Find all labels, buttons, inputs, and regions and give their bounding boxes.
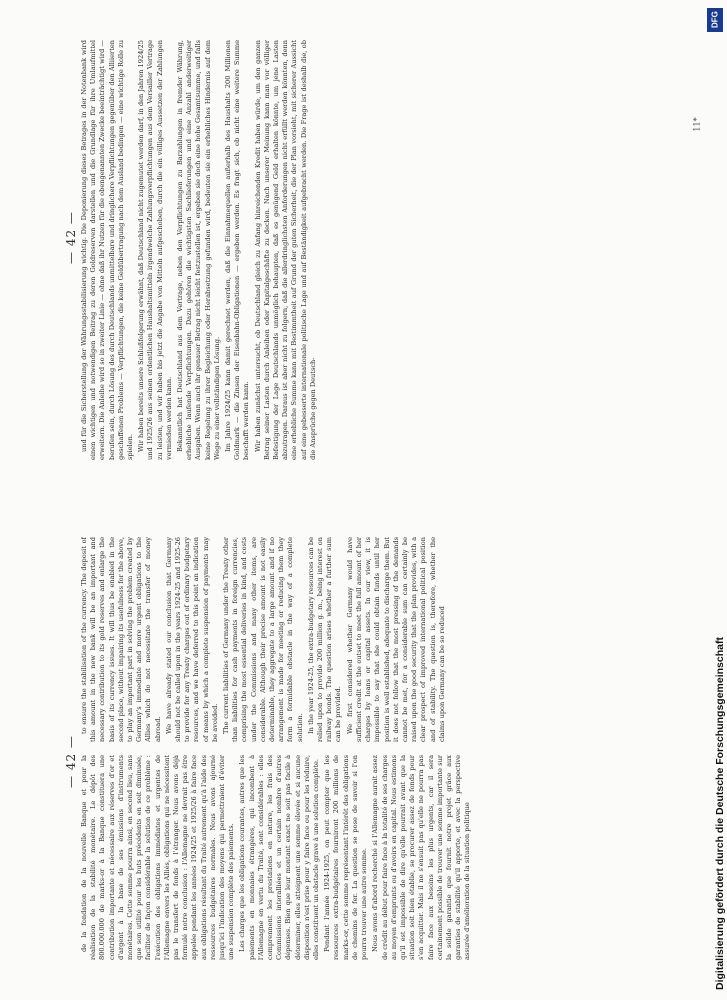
paragraph: Wir haben bereits unsere Schlußfolgerung erwähnt, daß Deutschland nicht zugemutet werden darf, in den Jahren 1924/25 und 1925/26 aus seinen ordentlichen Haushaltsmitteln irgendwelche Zahlungsverpflichtungen aus dem Versailler Vertrage zu leisten, und wir haben bis jetzt die Angabe von Mitteln aufgeschoben, durch die ein völliges Aussetzen der Zahlungen vermieden werden kann. [137,40,173,460]
digitization-notice [709,0,727,990]
french-column [80,755,667,960]
paragraph: Im Jahre 1924/25 kann damit gerechnet werden, daß die Einnahmequellen außerhalb des Haushalts 200 Millionen Goldmark — die Zinsen der Eisenbahn-Obligationen — ergeben werden. Es fragt sich, ob nicht eine weitere Summe beschafft werden kann. [224,40,251,460]
paragraph: Wir haben zunächst untersucht, ob Deutschland gleich zu Anfang hinreichenden Kredit haben würde, um den ganzen Betrag seiner Lasten durch Anleihen oder Kapitalgeschäfte zu decken. Nach unserer Meinung kann man vor völliger Befestigung der Lage Deutschlands unmöglich behaupten, daß es genügend Geld erhalten könnte, um jene Lasten abzutragen. Daraus ist aber nicht zu folgern, daß die allerdringlichsten Anforderungen nicht erfüllt werden könnten, denn eine erhebliche Summe kann mit Bestimmtheit auf Grund der guten Sicherheit, die der Plan vorsieht, mit sicherer Aussicht auf eine gebesserte internationale politische Lage und auf Beständigkeit aufgebracht werden. Die Frage ist deshalb die, ob die Ansprüche gegen Deutsch- [253,40,317,460]
paragraph: und für die Sicherstellung der Währungsstabilisierung wichtig. Die Deponierung dieses Betrages in der Notenbank wird einen wichtigen und notwendigen Beitrag zu deren Goldreserven darstellen und die Grundlage für ihre Umlaufmittel erweitern. Die Anleihe wird so in zweiter Linie — ohne daß ihr Nutzen für die obengenannten Zwecke beeinträchtigt wird — berufen sein, durch Lösung des durch Deutschlands unmittelbare und dringlichere Verpflichtungen gegenüber den Alliierten geschaffenen Problems — Verpflichtungen, die keine Geldübertragung nach dem Ausland bedingen — eine wichtige Rolle zu spielen. [80,40,135,460]
left-page [0,500,727,1000]
paragraph: Pendant l'année 1924-1925, on peut compter que les ressources extra-budgétaires fourniront 200 millions de marks-or, cette somme représentant l'intérêt des obligations de chemins de fer. La question se pose de savoir si l'on pourra trouver une autre somme. [323,755,369,960]
paragraph: The current liabilities of Germany under the Treaty other than liabilities for cash payments in foreign currencies, comprising the most essential deliveries in kind, and costs under the Commissions and many other items, are considerable. Although their precise amount is not easily determinable, they aggregate to a large amount and if no arrangement is made for meeting or reducing them they form a formidable obstacle in the way of a complete solution. [222,537,304,742]
digitization-notice-text: Digitalisierung gefördert durch die Deutsche Forschungsgemeinschaft [714,637,726,990]
digitization-strip [705,0,727,1000]
paragraph: Les charges que les obligations courantes, autres que les paiements en monnaies étrangères, qui incombent à l'Allemagne en vertu du Traité, sont considérables : elles comprennent les prestations en nature, les frais des Commissions interalliées et un certain nombre d'autres dépenses. Bien que leur montant exact ne soit pas facile à déterminer, elles atteignent une somme élevée et si aucune disposition n'est prise pour y faire face ou pour les réduire, elles constituent un obstacle grave à une solution complète. [238,755,321,960]
paragraph: de la fondation de la nouvelle Banque et pour la réalisation de la stabilité monétaire. Le dépôt des 800.000.000 de marks-or à la Banque constituera une contribution importante et nécessaire aux réserves d'or et d'argent à la base de ses émissions d'instruments monétaires. Cette somme pourra ainsi, en second lieu, sans que son utilité pour les buts précédents en soit diminuée, faciliter de façon considérable la solution de ce problème : l'exécution des obligations immédiates et urgentes de l'Allemagne envers les Alliés, obligations qui ne nécessitent pas le transfert de fonds à l'étranger. Nous avons déjà formulé notre conclusion : l'Allemagne ne devrait pas être appelée pendant les années 1924/25 et 1925/26 à faire face aux obligations résultant du Traité autrement qu'à l'aide des ressources budgétaires normales. Nous avons ajourné jusqu'ici l'indication des moyens qui permettraient d'éviter une suspension complète des paiements. [80,755,236,960]
paragraph: Bekanntlich hat Deutschland aus dem Vertrage, neben den Verpflichtungen zu Barzahlungen in fremder Währung, erhebliche laufende Verpflichtungen. Dazu gehören die wichtigsten Sachlieferungen und eine Anzahl anderweitiger Ausgaben. Wenn auch ihr genauer Betrag nicht leicht festzustellen ist, ergeben sie doch eine hohe Gesamtsumme, und falls keine Regelung zu ihrer Begleichung oder Herabsetzung gefunden wird, bedeuten sie ein erhebliches Hindernis auf dem Wege zu einer vollständigen Lösung. [176,40,221,460]
paragraph: We have already stated our conclusion that Germany should not be called upon in the years 1924-25 and 1925-26 to provide for any Treaty charges out of ordinary budgetary resources, and we have deferred to this point an indication of means by which a complete suspension of payments may be avoided. [164,537,219,742]
english-column [80,537,667,742]
corner-mark: 11* [692,117,702,132]
paragraph: We first considered whether Germany would have sufficient credit at the outset to meet the full amount of her charges by loans or capital assets. In our view, it is impossible to say that she could obtain funds until her position is well established, adequate to discharge them. But it does not follow that the most pressing of the demands cannot be met, for a considerable sum can certainly be raised upon the good security that the plan provides, with a clear prospect of improved international political position and of stability. The question is, therefore, whether the claims upon Germany can be so reduced [345,537,446,742]
page-number: — 42 — [64,735,78,788]
paragraph: to ensure the stabilisation of the currency. The deposit of this amount in the new bank will be an important and necessary contribution to its gold reserves and enlarge the basis of its currency issues. It will thus be enabled in the second place, without impairing its usefulness for the above, to play an important part in solving the problem created by Germany's immediate and more urgent obligations to the Allies which do not necessitate the transfer of money abroad. [80,537,162,742]
dfg-logo: DFG [707,8,723,32]
paragraph: In the year 1924-25, the extra-budgetary resources can be relied upon to provide 200 million g. m., being interest on railway bonds. The question arises whether a further sum can be provided. [306,537,343,742]
german-column [80,40,667,460]
page-number: — 42 — [64,211,78,264]
paragraph: Nous avons d'abord recherché si l'Allemagne aurait assez de crédit au début pour faire face à la totalité de ses charges au moyen d'emprunts ou d'avoirs en capital. Nous estimons qu'il est impossible de dire qu'elle pourrait avant que la situation soit bien établie, se procurer assez de fonds pour s'en acquitter. Mais il ne s'ensuit pas qu'elle ne pourra pas faire face aux besoins les plus urgents, car il sera certainement possible de trouver une somme importante sur la solide garantie que fournit notre projet grâce aux garanties de stabilité qu'il apporte, et avec la perspective assurée d'amélioration de la situation politique [371,755,472,960]
